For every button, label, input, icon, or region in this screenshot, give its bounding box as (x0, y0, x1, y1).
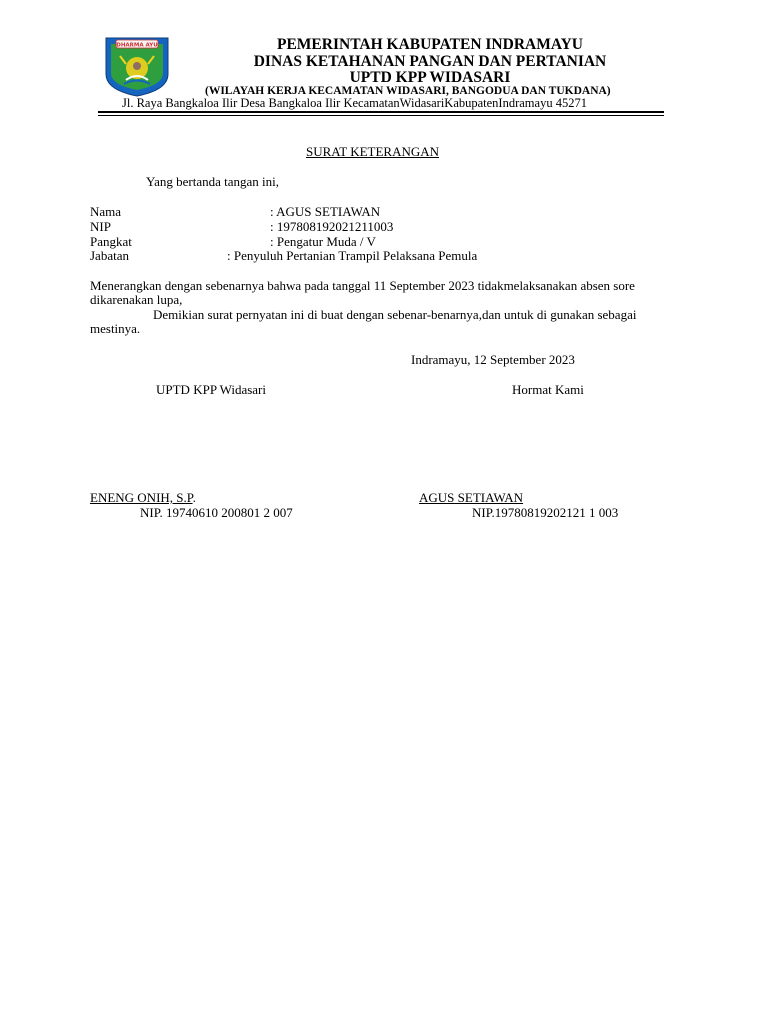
signature-left-name-suffix: . (192, 490, 196, 505)
field-label-nip: NIP (90, 219, 111, 234)
header-address: Jl. Raya Bangkaloa Ilir Desa Bangkaloa Ilir KecamatanWidasariKabupatenIndramayu 45271 (122, 96, 587, 110)
svg-text:DHARMA AYU: DHARMA AYU (116, 42, 158, 49)
signature-right-name: AGUS SETIAWAN (419, 490, 524, 505)
letter-opening: Yang bertanda tangan ini, (146, 174, 279, 189)
header-divider-thin (98, 115, 664, 116)
field-label-position: Jabatan (90, 248, 129, 263)
header-line-government: PEMERINTAH KABUPATEN INDRAMAYU (277, 36, 583, 53)
signature-left-org: UPTD KPP Widasari (156, 382, 266, 397)
regency-logo (100, 34, 174, 98)
signature-left-name: ENENG ONIH, S.P (90, 490, 193, 505)
header-line-unit: UPTD KPP WIDASARI (349, 69, 511, 86)
closing-line-1: Demikian surat pernyatan ini di buat dengan sebenar-benarnya,dan untuk di gunakan sebagai (153, 307, 637, 322)
signature-left-name-block (90, 490, 196, 506)
field-label-name: Nama (90, 204, 122, 219)
header-region: (WILAYAH KERJA KECAMATAN WIDASARI, BANGODUA DAN TUKDANA) (205, 85, 611, 97)
place-date: Indramayu, 12 September 2023 (411, 352, 575, 367)
field-value-rank: : Pengatur Muda / V (270, 234, 376, 249)
body-line-1: Menerangkan dengan sebenarnya bahwa pada tanggal 11 September 2023 tidakmelaksanakan absen sore (90, 278, 635, 293)
field-value-nip: : 197808192021211003 (270, 219, 394, 234)
field-value-name: : AGUS SETIAWAN (270, 204, 381, 219)
signature-left-nip: NIP. 19740610 200801 2 007 (140, 505, 293, 520)
field-value-position: : Penyuluh Pertanian Trampil Pelaksana Pemula (227, 248, 478, 263)
signature-right-nip: NIP.19780819202121 1 003 (472, 505, 619, 520)
body-line-2: dikarenakan lupa, (90, 292, 183, 307)
field-label-rank: Pangkat (90, 234, 132, 249)
header-divider-thick (98, 111, 664, 113)
closing-line-2: mestinya. (90, 321, 141, 336)
letter-title: SURAT KETERANGAN (306, 144, 440, 159)
header-line-agency: DINAS KETAHANAN PANGAN DAN PERTANIAN (253, 53, 607, 70)
signature-right-title: Hormat Kami (512, 382, 584, 397)
